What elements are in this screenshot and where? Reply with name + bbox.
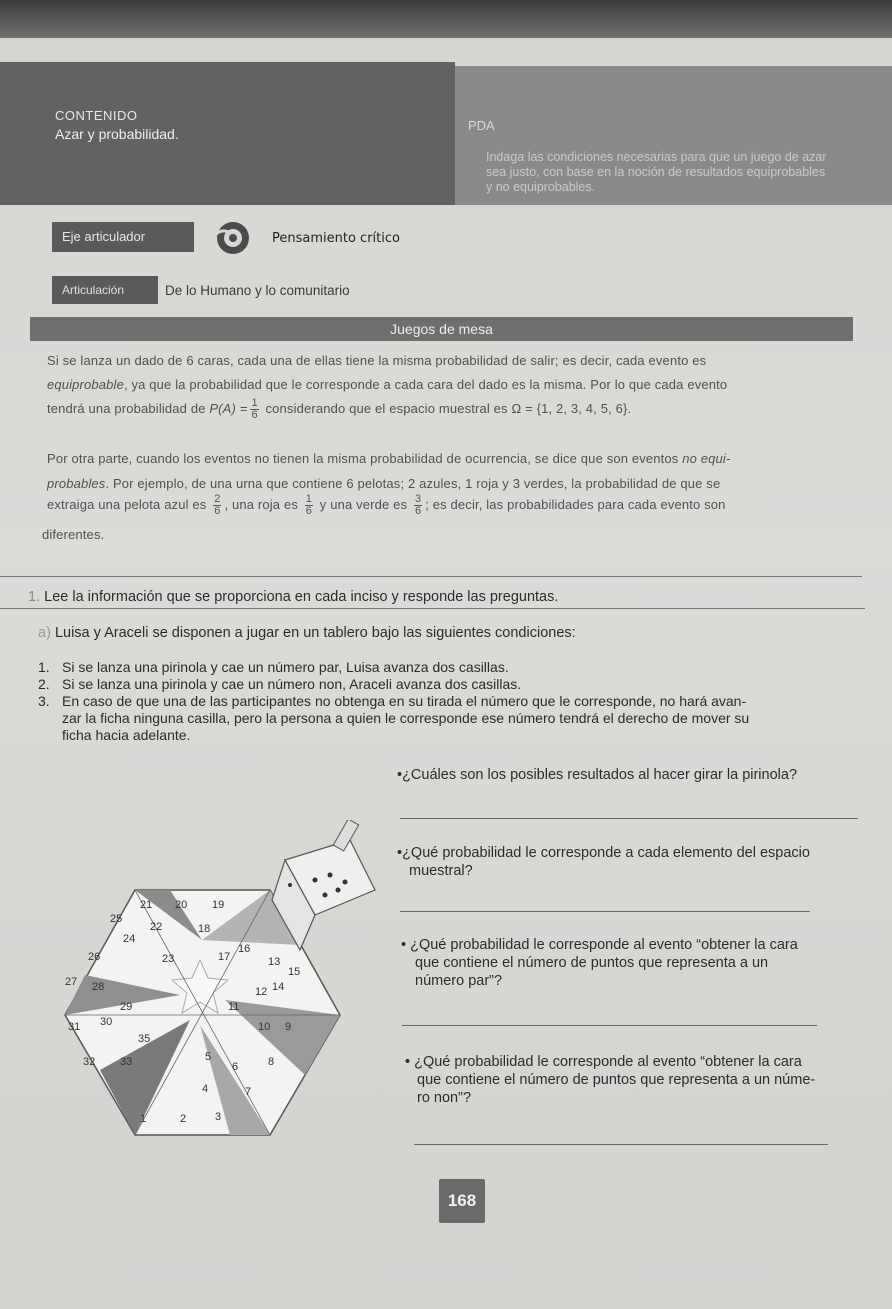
board-cell: 4 [202,1083,209,1095]
answer-line[interactable] [414,1144,828,1145]
pda-label: PDA [468,118,495,133]
board-cell: 3 [215,1111,222,1123]
question-item: • ¿Qué probabilidad le corresponde al evento “obtener la cara que contiene el número de puntos que representa a un núme- ro non”? [405,1054,816,1106]
fraction-three-sixths: $\frac{3}{6}$ [414,493,422,517]
board-cell: 7 [245,1086,252,1098]
question-item: • ¿Qué probabilidad le corresponde al evento “obtener la cara que contiene el número de puntos que representa a un número par”? [401,937,798,989]
board-cell: 11 [228,1001,240,1013]
fraction-one-sixth: $\frac{1}{6}$ [251,397,258,421]
intro-line: probables. Por ejemplo, de una urna que contiene 6 pelotas; 2 azules, 1 roja y 3 verdes, la probabilidad de que se [47,476,721,491]
board-cell: 33 [120,1056,133,1068]
condition-item: 2. Si se lanza una pirinola y cae un número non, Araceli avanza dos casillas. [38,676,522,692]
board-cell: 10 [258,1021,271,1033]
intro-line: Si se lanza un dado de 6 caras, cada una de ellas tiene la misma probabilidad de salir; es decir, cada evento es [47,353,707,368]
fraction-two-sixths: $\frac{2}{6}$ [214,493,221,517]
board-cell: 15 [288,966,301,978]
board-cell: 26 [88,951,101,963]
section-title: Juegos de mesa [30,317,853,341]
condition-item: 1. Si se lanza una pirinola y cae un número par, Luisa avanza dos casillas. [38,659,509,675]
board-cell: 31 [68,1021,81,1033]
board-cell: 28 [92,981,105,993]
contenido-label: CONTENIDO [55,108,138,123]
eje-articulador-badge: Eje articulador [52,222,194,252]
board-cell: 32 [83,1056,96,1068]
pda-text: Indaga las condiciones necesarias para que un juego de azar sea justo, con base en la noción de resultados equiprobables y no equiprobables. [486,150,827,194]
board-cell: 24 [123,933,136,945]
board-cell: 22 [150,921,163,933]
board-cell: 18 [198,923,211,935]
articulacion-value: De lo Humano y lo comunitario [165,283,350,298]
intro-line: diferentes. [42,527,105,542]
intro-line: Por otra parte, cuando los eventos no tienen la misma probabilidad de ocurrencia, se dice que son eventos no equi- [47,451,731,466]
intro-line: extraiga una pelota azul es $\frac{2}{6}$ , una roja es $\frac{1}{6}$ y una verde es $\frac{3}{6}$ ; es decir, las probabilidades para cada evento son [47,493,726,517]
board-cell: 20 [175,899,188,911]
board-cell: 35 [138,1033,151,1045]
board-cell: 25 [110,913,123,925]
intro-line: tendrá una probabilidad de P(A) = $\frac{1}{6}$ considerando que el espacio muestral es Ω = {1, 2, 3, 4, 5, 6}. [47,397,632,421]
board-cell: 23 [162,953,175,965]
board-cell: 27 [65,976,78,988]
contenido-value: Azar y probabilidad. [55,126,179,142]
board-cell: 6 [232,1061,239,1073]
board-game-illustration [40,820,380,1140]
answer-line[interactable] [400,818,858,819]
board-cell: 13 [268,956,281,968]
divider [0,608,865,609]
board-cell: 29 [120,1001,133,1013]
board-cell: 12 [255,986,268,998]
condition-item: 3. En caso de que una de las participantes no obtenga en su tirada el número que le corresponde, no hará avan- zar la ficha ninguna casilla, pero la persona a quien le corresponde ese número tendrá el derecho de mover su ficha hacia adelante. [38,693,750,743]
brain-gear-icon [205,218,255,258]
question-item: •¿Cuáles son los posibles resultados al hacer girar la pirinola? [397,767,798,783]
board-cell: 21 [140,899,153,911]
board-cell: 16 [238,943,251,955]
intro-line: equiprobable, ya que la probabilidad que le corresponde a cada cara del dado es la misma. Por lo que cada evento [47,377,728,392]
answer-line[interactable] [402,1025,817,1026]
board-cell: 14 [272,981,285,993]
eje-articulador-value: Pensamiento crítico [272,231,400,246]
board-cell: 17 [218,951,231,963]
divider [0,576,862,577]
board-cell: 1 [140,1113,147,1125]
activity-a: a) Luisa y Araceli se disponen a jugar en un tablero bajo las siguientes condiciones: [38,625,576,641]
board-cell: 19 [212,899,225,911]
page-number: 168 [439,1179,485,1223]
board-cell: 9 [285,1021,292,1033]
activity-instruction: 1. Lee la información que se proporciona en cada inciso y responde las preguntas. [28,589,559,605]
articulacion-badge: Articulación [52,276,158,304]
board-cell: 2 [180,1113,187,1125]
fraction-one-sixth: $\frac{1}{6}$ [305,493,313,517]
answer-line[interactable] [400,911,810,912]
question-item: •¿Qué probabilidad le corresponde a cada elemento del espacio muestral? [397,845,810,879]
board-cell: 8 [268,1056,275,1068]
board-cell: 30 [100,1016,113,1028]
board-cell: 5 [205,1051,212,1063]
